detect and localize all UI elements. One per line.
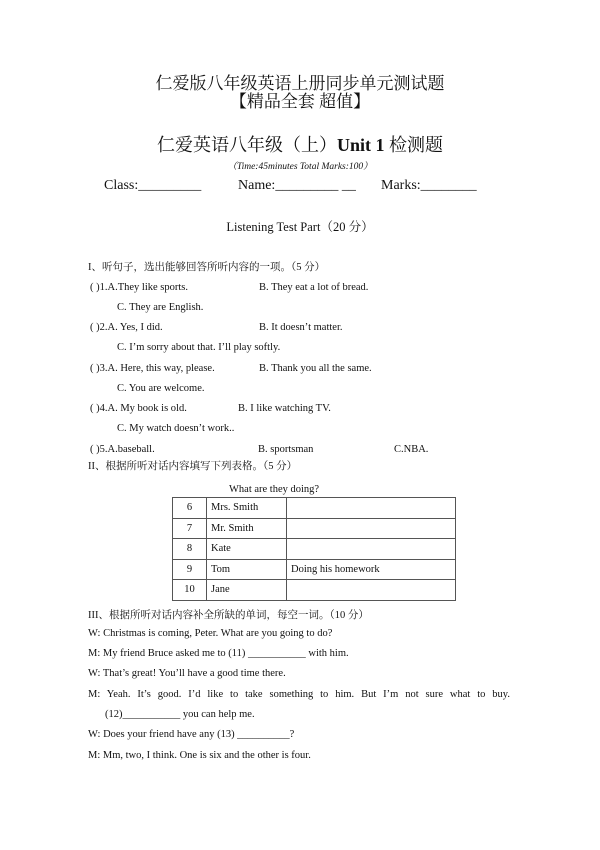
marks-field: Marks:________ <box>381 178 477 193</box>
section3-title: III、根据所听对话内容补全所缺的单词，每空一词。（10 分） <box>88 610 369 621</box>
dialogue-line: (12)___________ you can help me. <box>105 709 255 720</box>
doc-subtitle: 【精品全套 超值】 <box>229 92 371 111</box>
table-caption: What are they doing? <box>229 484 320 495</box>
option-c: C. You are welcome. <box>117 383 205 394</box>
row-name: Jane <box>207 580 287 601</box>
test-heading <box>0 134 600 156</box>
row-name: Kate <box>207 539 287 560</box>
question-stem: ( )2.A. Yes, I did. <box>90 322 163 333</box>
dialogue-line: W: Does your friend have any (13) __________? <box>88 729 295 740</box>
question-stem: ( )4.A. My book is old. <box>90 403 187 414</box>
name-field: Name:_________ __ <box>238 178 356 193</box>
table-row <box>173 539 456 560</box>
row-number: 6 <box>173 498 207 519</box>
dialogue-line: M: Mm, two, I think. One is six and the other is four. <box>88 750 311 761</box>
option-b: B. sportsman <box>258 444 314 455</box>
row-number: 7 <box>173 518 207 539</box>
option-b: B. I like watching TV. <box>238 403 331 414</box>
dialogue-line: W: That’s great! You’ll have a good time there. <box>88 668 286 679</box>
option-b: B. It doesn’t matter. <box>259 322 343 333</box>
answer-table <box>172 497 456 601</box>
heading-part: 仁爱英语八年级（上） <box>156 135 337 155</box>
row-answer: Doing his homework <box>287 559 456 580</box>
question-stem: ( )1.A.They like sports. <box>90 282 188 293</box>
dialogue-line: M: My friend Bruce asked me to (11) ___________ with him. <box>88 648 349 659</box>
dialogue-line: M: Yeah. It’s good. I’d like to take something to him. But I’m not sure what to buy. <box>88 689 510 700</box>
table-row <box>173 580 456 601</box>
row-answer[interactable] <box>287 539 456 560</box>
row-answer[interactable] <box>287 518 456 539</box>
dialogue-line: W: Christmas is coming, Peter. What are you going to do? <box>88 628 333 639</box>
section2-title: II、根据所听对话内容填写下列表格。（5 分） <box>88 461 298 472</box>
row-number: 8 <box>173 539 207 560</box>
class-field: Class:_________ <box>104 178 202 193</box>
option-c: C. I’m sorry about that. I’ll play softly. <box>117 342 281 353</box>
heading-unit: Unit 1 <box>336 135 385 155</box>
row-name: Tom <box>207 559 287 580</box>
question-stem: ( )3.A. Here, this way, please. <box>90 363 215 374</box>
option-c: C. They are English. <box>117 302 204 313</box>
row-name: Mrs. Smith <box>207 498 287 519</box>
option-c: C.NBA. <box>394 444 429 455</box>
row-number: 10 <box>173 580 207 601</box>
doc-title: 仁爱版八年级英语上册同步单元测试题 <box>155 74 445 93</box>
time-info: （Time:45minutes Total Marks:100） <box>227 162 373 172</box>
section1-title: I、听句子，选出能够回答所听内容的一项。（5 分） <box>88 262 326 273</box>
row-answer[interactable] <box>287 498 456 519</box>
row-answer[interactable] <box>287 580 456 601</box>
part-title: Listening Test Part（20 分） <box>226 220 374 234</box>
row-number: 9 <box>173 559 207 580</box>
table-row <box>173 498 456 519</box>
row-name: Mr. Smith <box>207 518 287 539</box>
table-row <box>173 559 456 580</box>
heading-part: 检测题 <box>389 135 443 155</box>
question-stem: ( )5.A.baseball. <box>90 444 155 455</box>
option-b: B. Thank you all the same. <box>259 363 372 374</box>
option-b: B. They eat a lot of bread. <box>259 282 369 293</box>
table-row <box>173 518 456 539</box>
option-c: C. My watch doesn’t work.. <box>117 423 235 434</box>
